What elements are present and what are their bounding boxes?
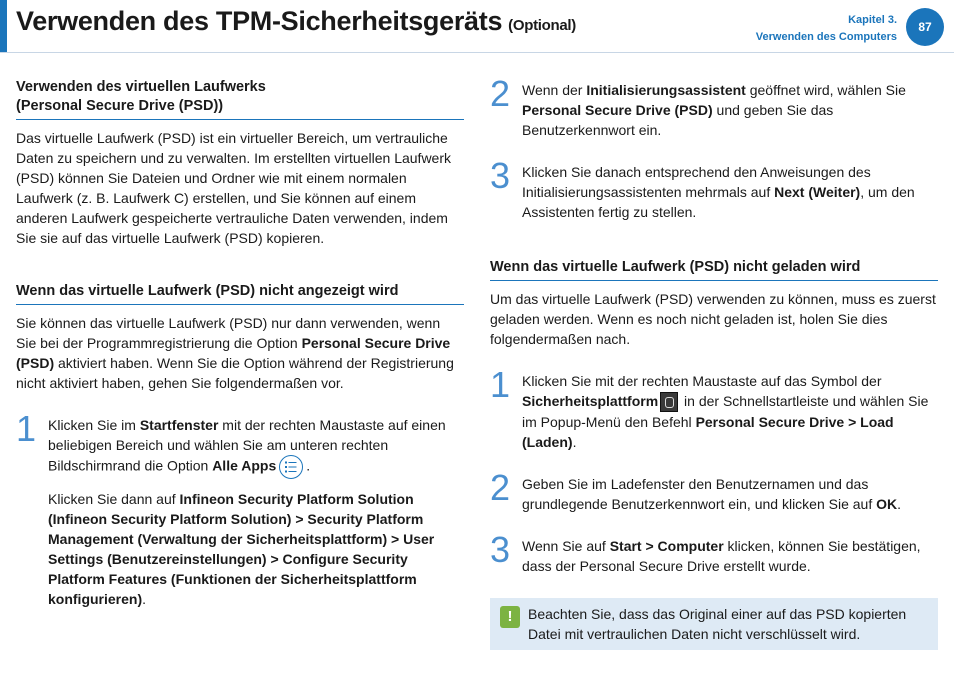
note-box (490, 598, 938, 650)
chapter-title: Verwenden des Computers (755, 31, 897, 43)
header-accent-bar (0, 0, 7, 52)
step-text-bold: Initialisierungsassistent (586, 82, 746, 98)
step-text-bold: Infineon Security Platform Solution (Infineon Security Platform Solution) > Security Platform Management (Verwaltung der Sicherheitsplattform) > User Settings (Benutzereinstellungen) > Configure Security Platform Features (Funktionen der Sicherheitsplattform konfigurieren) (48, 491, 435, 607)
step-text: Wenn Sie auf (522, 538, 610, 555)
exclamation-note-icon: ! (500, 606, 520, 628)
step-2-right-load (490, 467, 938, 514)
not-shown-intro (16, 313, 464, 393)
apps-list-icon (279, 455, 303, 479)
not-loaded-intro: Um das virtuelle Laufwerk (PSD) verwenden zu können, muss es zuerst geladen werden. Wenn es noch nicht geladen ist, holen Sie dies folgendermaßen nach. (490, 291, 936, 347)
step-text: . (306, 457, 311, 474)
step-number: 2 (490, 73, 511, 114)
step-text: und geben Sie das Benutzerkennwort ein. (522, 102, 834, 138)
step-number: 2 (490, 467, 511, 509)
step-number: 1 (490, 364, 511, 405)
step-3-right-load (490, 529, 938, 576)
right-column (490, 73, 938, 650)
step-text: Klicken Sie dann auf (48, 491, 180, 507)
step-r2-text (522, 474, 938, 514)
section-heading-psd (16, 78, 464, 120)
security-platform-tray-icon (660, 392, 678, 412)
page-title-text: Verwenden des TPM-Sicherheitsgeräts (16, 6, 503, 36)
left-column (16, 78, 464, 609)
step-1-left (16, 408, 464, 609)
step-text: klicken, können Sie bestätigen, dass der Personal Secure Drive erstellt wurde. (522, 538, 921, 575)
step-text: mit der rechten Maustaste auf einen beliebigen Bereich und wählen Sie am unteren rechten Bildschirmrand die Option (48, 417, 446, 474)
step-text: in der Schnellstartleiste und wählen Sie im Popup-Menü den Befehl (522, 393, 929, 431)
step-text: . (897, 496, 902, 513)
step-text-bold: Startfenster (139, 417, 219, 433)
step-r1-text (522, 371, 938, 452)
step-text-bold: Personal Secure Drive > Load (Laden) (522, 414, 894, 451)
intro-text-b: aktiviert haben. Wenn Sie die Option während der Registrierung nicht aktiviert haben, gehen Sie folgendermaßen vor. (16, 355, 454, 391)
step-text: . (142, 591, 147, 607)
step-number: 3 (490, 155, 511, 196)
step-text: . (572, 434, 577, 451)
step-text: Klicken Sie danach entsprechend den Anweisungen des Initialisierungsassistenten mehrmals auf (522, 164, 871, 200)
step-2-right (490, 73, 938, 140)
step-1-right (490, 364, 938, 452)
step-1-text (48, 415, 464, 479)
step-text: Wenn der (522, 82, 587, 98)
step-1-text-2 (48, 489, 464, 609)
section-heading-not-loaded: Wenn das virtuelle Laufwerk (PSD) nicht geladen wird (490, 258, 938, 281)
step-3-right (490, 155, 938, 222)
chapter-number: Kapitel 3. (848, 14, 897, 26)
page-title (16, 6, 576, 37)
chapter-label (756, 12, 897, 46)
section-heading-not-shown: Wenn das virtuelle Laufwerk (PSD) nicht angezeigt wird (16, 282, 464, 305)
step-3-text (522, 162, 938, 222)
step-text: Klicken Sie mit der rechten Maustaste auf das Symbol der (522, 373, 882, 389)
header-divider (0, 52, 954, 53)
step-text-bold: Sicherheitsplattform (522, 393, 659, 409)
step-text: , um den Assistenten fertig zu stellen. (522, 184, 915, 220)
step-text-bold: Alle Apps (212, 457, 277, 474)
step-text-bold: OK (876, 496, 898, 513)
step-r3-text (522, 536, 938, 576)
step-2-text (522, 80, 938, 140)
note-text: Beachten Sie, dass das Original einer auf das PSD kopierten Datei mit vertraulichen Daten nicht verschlüsselt wird. (528, 606, 907, 643)
intro-text-a: Sie können das virtuelle Laufwerk (PSD) nur dann verwenden, wenn Sie bei der Programmregistrierung die Option (16, 315, 441, 351)
step-text: geöffnet wird, wählen Sie (745, 82, 906, 98)
step-text: Klicken Sie im (48, 417, 140, 433)
step-text-bold: Next (Weiter) (774, 184, 861, 200)
page-title-suffix: (Optional) (508, 17, 576, 34)
section-heading-psd-line2: (Personal Secure Drive (PSD)) (16, 98, 224, 114)
section-heading-psd-line1: Verwenden des virtuellen Laufwerks (16, 79, 266, 95)
step-number: 3 (490, 529, 511, 571)
step-text-bold: Personal Secure Drive (PSD) (522, 102, 713, 118)
step-text-bold: Start > Computer (609, 538, 724, 555)
step-text: Geben Sie im Ladefenster den Benutzernamen und das grundlegende Benutzerkennwort ein, und klicken Sie auf (522, 476, 877, 513)
psd-description: Das virtuelle Laufwerk (PSD) ist ein virtueller Bereich, um vertrauliche Daten zu speichern und zu verwalten. Im erstellten virtuellen Laufwerk (PSD) können Sie Dateien und Ordner wie mit einem normalen Laufwerk (z. B. Laufwerk C) erstellen, und Sie können auf einem anderen Laufwerk gespeicherte vertrauliche Daten verwenden, indem Sie sie auf das virtuelle Laufwerk (PSD) kopieren. (16, 130, 451, 246)
page-number-badge: 87 (906, 8, 944, 46)
intro-text-bold: Personal Secure Drive (PSD) (16, 335, 451, 371)
step-number: 1 (16, 408, 37, 449)
